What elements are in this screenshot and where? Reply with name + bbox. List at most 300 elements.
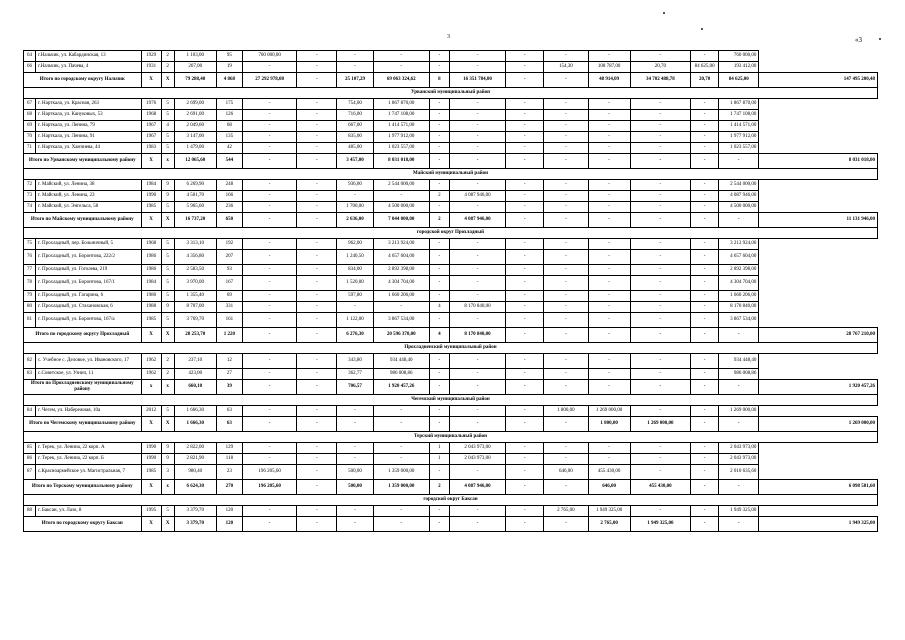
table-cell: 667,00 [337,121,373,132]
total-cell: Х [141,73,161,88]
table-cell: - [630,110,690,121]
table-cell: - [506,369,544,380]
table-cell: 2 043 973,00 [719,443,759,454]
total-row [24,517,878,532]
table-cell: 2 [161,51,174,62]
table-cell: 5 [161,239,174,250]
address-cell: г.Нальчик, ул. Пачева, 4 [36,62,141,73]
total-cell: 4 087 946,00 [449,213,505,228]
table-cell: - [544,369,588,380]
address-cell: г. Нарткала, ул. Ленина, 79 [36,121,141,132]
table-cell: - [449,51,505,62]
table-cell: - [449,313,505,328]
table-cell: - [691,121,719,132]
total-cell: х [161,380,174,395]
table-cell: 934 448,40 [373,354,429,369]
table-row [24,110,878,121]
address-cell: г. Прохладный, ул. Боронтова, 167/а [36,313,141,328]
table-cell: - [544,51,588,62]
table-cell: - [691,454,719,465]
total-cell: - [242,380,296,395]
row-number-cell: 72 [24,180,36,191]
row-number-cell: 74 [24,202,36,213]
table-cell: 936,00 [337,180,373,191]
table-cell: 8 707,00 [174,302,216,313]
table-cell: - [506,180,544,191]
table-cell: - [630,302,690,313]
table-cell: 84 625,00 [691,62,719,73]
address-cell: с.Советское, ул. Узнич, 11 [36,369,141,380]
address-cell: г. Баксан, ул. Лазо, 8 [36,506,141,517]
total-cell: - [297,380,337,395]
table-cell: - [506,132,544,143]
table-cell: 4 304 704,00 [719,276,759,291]
address-cell: г. Нарткала, ул. Ленина, 91 [36,132,141,143]
table-cell: 9 [161,443,174,454]
table-cell: - [544,202,588,213]
table-cell: - [506,202,544,213]
total-cell: 120 [216,517,242,532]
table-cell: 1984 [141,180,161,191]
table-cell: - [588,202,630,213]
table-cell: - [506,51,544,62]
table-cell: - [297,506,337,517]
table-cell: - [373,302,429,313]
total-cell: - [588,328,630,343]
table-cell: 5 [161,202,174,213]
total-cell: 4 087 946,00 [449,480,505,495]
table-cell: - [630,202,690,213]
total-cell: - [506,517,544,532]
table-cell: 1 414 571,00 [373,121,429,132]
table-cell: - [544,354,588,369]
total-cell: - [691,517,719,532]
table-cell: 2012 [141,406,161,417]
total-cell: 1 800,00 [588,417,630,432]
table-cell: - [373,506,429,517]
table-cell: 192 [216,239,242,250]
corner-mark: «3 [855,36,862,44]
table-cell: - [506,465,544,480]
total-cell: - [630,328,690,343]
table-row [24,406,878,417]
table-cell: - [297,313,337,328]
row-number-cell: 69 [24,121,36,132]
total-cell: 650 [216,213,242,228]
table-cell: - [373,51,429,62]
total-cell: 1 269 000,00 [759,417,878,432]
table-cell: - [691,406,719,417]
table-cell: 12 [216,354,242,369]
table-cell: 9 [161,454,174,465]
total-label: Итого по Терскому муниципальному району [24,480,142,495]
total-cell: 270 [216,480,242,495]
table-cell: 4 500 000,00 [719,202,759,213]
table-cell: - [630,250,690,265]
table-cell: - [297,132,337,143]
table-cell: - [297,62,337,73]
table-row [24,62,878,73]
table-cell: 1 240,50 [337,250,373,265]
total-label: Итого по Урванскому муниципальному району [24,154,142,169]
total-cell: 2 [429,480,449,495]
total-cell: - [544,73,588,88]
table-cell: 934 448,40 [719,354,759,369]
table-cell: - [242,276,296,291]
table-cell: - [630,354,690,369]
table-cell: - [588,132,630,143]
table-cell: 237,10 [174,354,216,369]
total-cell: - [429,417,449,432]
total-cell: 16 351 784,00 [449,73,505,88]
total-cell: Х [161,417,174,432]
table-cell: - [429,110,449,121]
table-cell: 5 [161,506,174,517]
table-cell: 3 970,00 [174,276,216,291]
table-cell: 196 205,60 [242,465,296,480]
table-cell: 646,00 [544,465,588,480]
table-cell: - [506,110,544,121]
table-row [24,180,878,191]
housing-table [23,50,878,532]
total-row [24,213,878,228]
table-cell: - [297,443,337,454]
row-number-cell: 85 [24,443,36,454]
table-cell: 1 747 108,00 [719,110,759,121]
table-cell: 2 691,00 [174,110,216,121]
table-row [24,291,878,302]
table-row [24,239,878,250]
total-cell: 1 220 [216,328,242,343]
row-number-cell: 83 [24,369,36,380]
table-cell: 3 313,10 [174,239,216,250]
table-cell: - [630,506,690,517]
row-number-cell: 79 [24,291,36,302]
total-cell: - [630,380,690,395]
total-cell: 63 [216,417,242,432]
total-cell: - [630,213,690,228]
total-cell: - [506,213,544,228]
total-cell: - [588,380,630,395]
table-cell: 2 [429,191,449,202]
table-cell: 1967 [141,132,161,143]
table-cell: - [506,313,544,328]
total-cell: х [141,380,161,395]
table-cell: - [429,250,449,265]
table-cell: - [297,265,337,276]
table-cell: - [429,99,449,110]
total-cell: 6 098 581,60 [759,480,878,495]
table-cell: 2 583,50 [174,265,216,276]
table-cell: 2 544 000,00 [373,180,429,191]
scan-speck [663,12,665,14]
table-row [24,121,878,132]
table-cell: - [506,62,544,73]
total-cell: - [242,213,296,228]
table-cell: 2 822,00 [174,443,216,454]
table-cell: 3 867 534,00 [719,313,759,328]
total-label: Итого по городскому округу Прохладный [24,328,142,343]
table-cell: - [588,443,630,454]
total-cell: 48 914,09 [588,73,630,88]
table-cell: - [630,265,690,276]
table-cell: - [691,506,719,517]
address-cell: г. Майский, ул. Ленина, 38 [36,180,141,191]
table-cell: - [630,369,690,380]
table-cell: - [544,99,588,110]
table-row [24,99,878,110]
total-cell: - [691,154,719,169]
total-cell: - [297,517,337,532]
table-cell: - [506,239,544,250]
table-cell: - [429,291,449,302]
table-cell: - [630,291,690,302]
table-cell: - [544,291,588,302]
table-cell: 423,00 [174,369,216,380]
table-cell: 4 087 946,00 [449,191,505,202]
table-cell: - [242,239,296,250]
table-cell: - [588,354,630,369]
total-cell: - [429,154,449,169]
table-cell: 331 [216,302,242,313]
table-cell: 1 479,00 [174,143,216,154]
table-cell: 1 700,00 [337,202,373,213]
table-cell: 1995 [141,506,161,517]
total-cell: 8 031 018,00 [759,154,878,169]
table-cell: - [337,443,373,454]
table-cell: 716,00 [337,110,373,121]
table-cell: 1968 [141,239,161,250]
row-number-cell: 84 [24,406,36,417]
total-cell: 12 065,60 [174,154,216,169]
table-cell: - [544,276,588,291]
table-cell: - [630,191,690,202]
table-cell: 68 [216,121,242,132]
table-cell: 5 [161,313,174,328]
address-cell: г. Чегем, ул. Набережная, 10а [36,406,141,417]
table-cell: - [691,202,719,213]
table-cell: - [242,265,296,276]
total-row [24,328,878,343]
total-cell: - [242,328,296,343]
table-cell: 1990 [141,443,161,454]
table-cell: - [630,406,690,417]
table-cell: - [297,180,337,191]
table-cell: 1980 [141,291,161,302]
total-cell: - [242,517,296,532]
table-cell: 69 [216,291,242,302]
table-cell: 4 356,80 [174,250,216,265]
table-cell: - [630,454,690,465]
row-number-cell: 88 [24,506,36,517]
table-cell: - [429,62,449,73]
table-cell: - [506,143,544,154]
total-cell: 4 [429,328,449,343]
total-cell: 646,00 [588,480,630,495]
total-cell: - [297,480,337,495]
section-title: Прохладненский муниципальный район [24,343,878,354]
table-cell: 1 747 108,00 [373,110,429,121]
total-cell: - [588,213,630,228]
table-cell: - [506,121,544,132]
section-header-row [24,169,878,180]
total-cell: 3 379,70 [174,517,216,532]
table-cell: - [373,62,429,73]
total-cell: - [691,417,719,432]
total-cell: 4 868 [216,73,242,88]
total-cell: - [297,73,337,88]
total-cell: - [691,213,719,228]
table-body [24,51,878,532]
section-header-row [24,432,878,443]
section-title: Чегемский муниципальный район [24,395,878,406]
total-cell: 69 063 324,62 [373,73,429,88]
table-cell: - [506,454,544,465]
table-cell: 166 [216,191,242,202]
table-cell: - [630,99,690,110]
table-cell: - [297,99,337,110]
table-cell: 1 269 000,00 [588,406,630,417]
table-cell: - [691,180,719,191]
table-cell: - [506,99,544,110]
table-cell: - [297,202,337,213]
total-cell: - [691,328,719,343]
table-cell: 1 977 912,00 [373,132,429,143]
table-cell: 4 087 946,00 [719,191,759,202]
table-cell: - [544,443,588,454]
scan-speck [701,28,703,30]
table-cell: - [630,465,690,480]
table-cell: 343,80 [337,354,373,369]
table-cell: - [588,454,630,465]
total-row [24,380,878,395]
table-cell: - [588,276,630,291]
table-cell: - [630,276,690,291]
total-cell: 27 292 978,08 [242,73,296,88]
table-cell: - [429,354,449,369]
table-cell: - [449,239,505,250]
total-label: Итого по Чегемскому муниципальному району [24,417,142,432]
section-title: Майский муниципальный район [24,169,878,180]
total-cell: 660,10 [174,380,216,395]
total-cell: - [297,154,337,169]
total-cell: - [691,380,719,395]
table-cell: 4 [161,121,174,132]
table-cell: 5 [161,265,174,276]
table-cell: - [373,443,429,454]
address-cell: г. Прохладный, пер. Больничный, 5 [36,239,141,250]
table-cell: 1 [429,454,449,465]
table-cell: - [630,443,690,454]
row-number-cell: 87 [24,465,36,480]
table-cell: - [691,99,719,110]
total-cell: - [544,480,588,495]
table-cell: - [588,291,630,302]
table-cell: - [297,406,337,417]
table-cell: 8 170 840,00 [449,302,505,313]
table-cell: 108 787,00 [588,62,630,73]
table-cell: - [506,443,544,454]
table-cell: - [544,313,588,328]
total-cell: 544 [216,154,242,169]
table-cell: 27 [216,369,242,380]
table-cell: - [691,143,719,154]
table-cell: 760 000,00 [719,51,759,62]
total-cell: 34 702 488,78 [630,73,690,88]
table-cell: 2 [161,62,174,73]
table-cell: - [630,313,690,328]
table-cell: - [242,313,296,328]
total-cell: Х [161,73,174,88]
table-cell: 1 355,40 [174,291,216,302]
table-cell: 754,00 [337,99,373,110]
section-title: Терский муниципальный район [24,432,878,443]
table-cell: 5 [161,99,174,110]
table-cell: 3 147,00 [174,132,216,143]
table-cell: - [297,354,337,369]
total-label: Итого по Майскому муниципальному району [24,213,142,228]
table-cell: - [429,132,449,143]
address-cell: с. Учебное с. Деловое, ул. Ивановского, 17 [36,354,141,369]
table-cell: - [297,239,337,250]
address-cell: г. Терек, ул. Ленина, 22 корп. А [36,443,141,454]
table-cell: - [297,369,337,380]
table-cell: 1 269 000,00 [719,406,759,417]
table-cell: 834,00 [337,265,373,276]
table-cell: 2 765,00 [544,506,588,517]
table-cell: - [544,302,588,313]
total-cell: 6 624,30 [174,480,216,495]
table-cell: 835,00 [337,132,373,143]
total-cell: - [337,417,373,432]
table-cell: 120 [216,506,242,517]
table-cell: - [337,62,373,73]
table-cell: - [337,51,373,62]
table-cell: 4 304 704,00 [373,276,429,291]
section-header-row [24,495,878,506]
section-header-row [24,228,878,239]
table-cell: 1984 [141,276,161,291]
total-cell: - [506,380,544,395]
total-cell: - [429,380,449,395]
table-cell: - [449,62,505,73]
table-cell: 5 [161,250,174,265]
table-cell: - [544,250,588,265]
table-cell: 5 [161,132,174,143]
table-cell: 5 965,60 [174,202,216,213]
total-cell: - [449,154,505,169]
total-cell: - [544,380,588,395]
total-cell: - [242,154,296,169]
table-cell: 4 501,70 [174,191,216,202]
table-cell: - [506,276,544,291]
total-cell: - [506,73,544,88]
table-cell: 1990 [141,454,161,465]
table-cell: 1976 [141,99,161,110]
total-cell: 8 [429,73,449,88]
table-cell: - [544,239,588,250]
table-cell: 5 [161,110,174,121]
section-header-row [24,343,878,354]
address-cell: г. Прохладный, ул. Гоголева, 219 [36,265,141,276]
table-cell: - [630,239,690,250]
table-row [24,369,878,380]
total-cell: 6 276,30 [337,328,373,343]
table-cell: - [588,239,630,250]
table-cell: 962,00 [337,239,373,250]
table-cell: 4 500 000,00 [373,202,429,213]
total-cell: - [719,380,759,395]
